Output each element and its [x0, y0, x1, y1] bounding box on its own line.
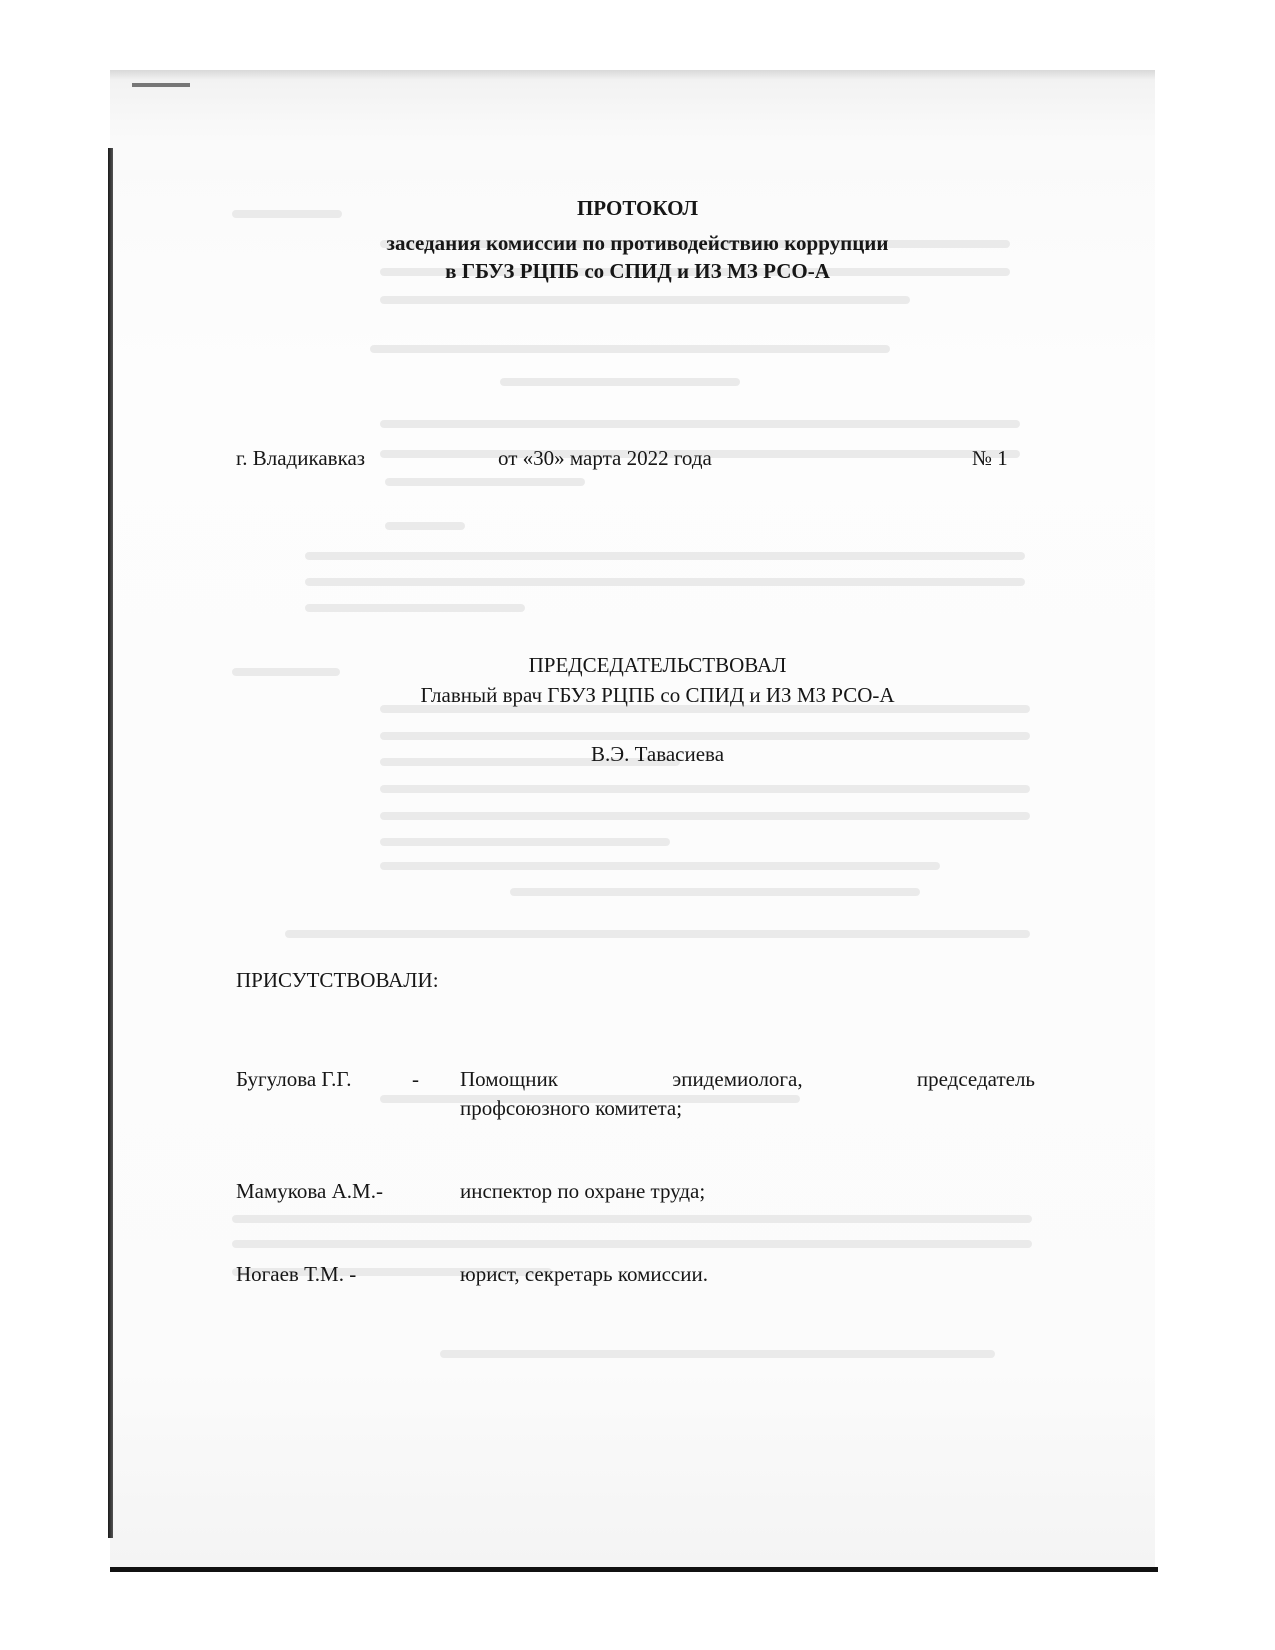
- document-title: ПРОТОКОЛ: [576, 196, 699, 220]
- attendee-role-line2: профсоюзного комитета;: [460, 1096, 683, 1120]
- paper-top-shadow: [110, 70, 1155, 80]
- document-subtitle-line2: в ГБУЗ РЦПБ со СПИД и ИЗ МЗ РСО-А: [445, 259, 830, 283]
- attendee-role-line1: инспектор по охране труда;: [460, 1179, 706, 1203]
- attendee-name: Мамукова А.М.-: [236, 1179, 383, 1203]
- attendees-heading: ПРИСУТСТВОВАЛИ:: [236, 968, 439, 992]
- chairman-heading: ПРЕДСЕДАТЕЛЬСТВОВАЛ: [528, 653, 787, 677]
- attendee-name: Бугулова Г.Г.: [236, 1067, 352, 1091]
- scan-corner-mark: [132, 83, 190, 87]
- attendee-dash: -: [412, 1067, 419, 1091]
- chairman-position: Главный врач ГБУЗ РЦПБ со СПИД и ИЗ МЗ РСО-А: [420, 683, 895, 707]
- attendee-name: Ногаев Т.М. -: [236, 1262, 357, 1286]
- protocol-number: № 1: [972, 446, 1008, 470]
- attendee-role-line1: юрист, секретарь комиссии.: [460, 1262, 708, 1286]
- paper-bottom-edge: [110, 1567, 1158, 1572]
- attendee-role-line1: Помощник эпидемиолога, председатель: [460, 1067, 1035, 1091]
- paper-sheet: [110, 70, 1155, 1570]
- meeting-city: г. Владикавказ: [236, 446, 366, 470]
- paper-left-edge: [108, 148, 113, 1538]
- chairman-name: В.Э. Тавасиева: [590, 742, 725, 766]
- document-subtitle-line1: заседания комиссии по противодействию коррупции: [386, 231, 889, 255]
- meeting-date: от «30» марта 2022 года: [498, 446, 712, 470]
